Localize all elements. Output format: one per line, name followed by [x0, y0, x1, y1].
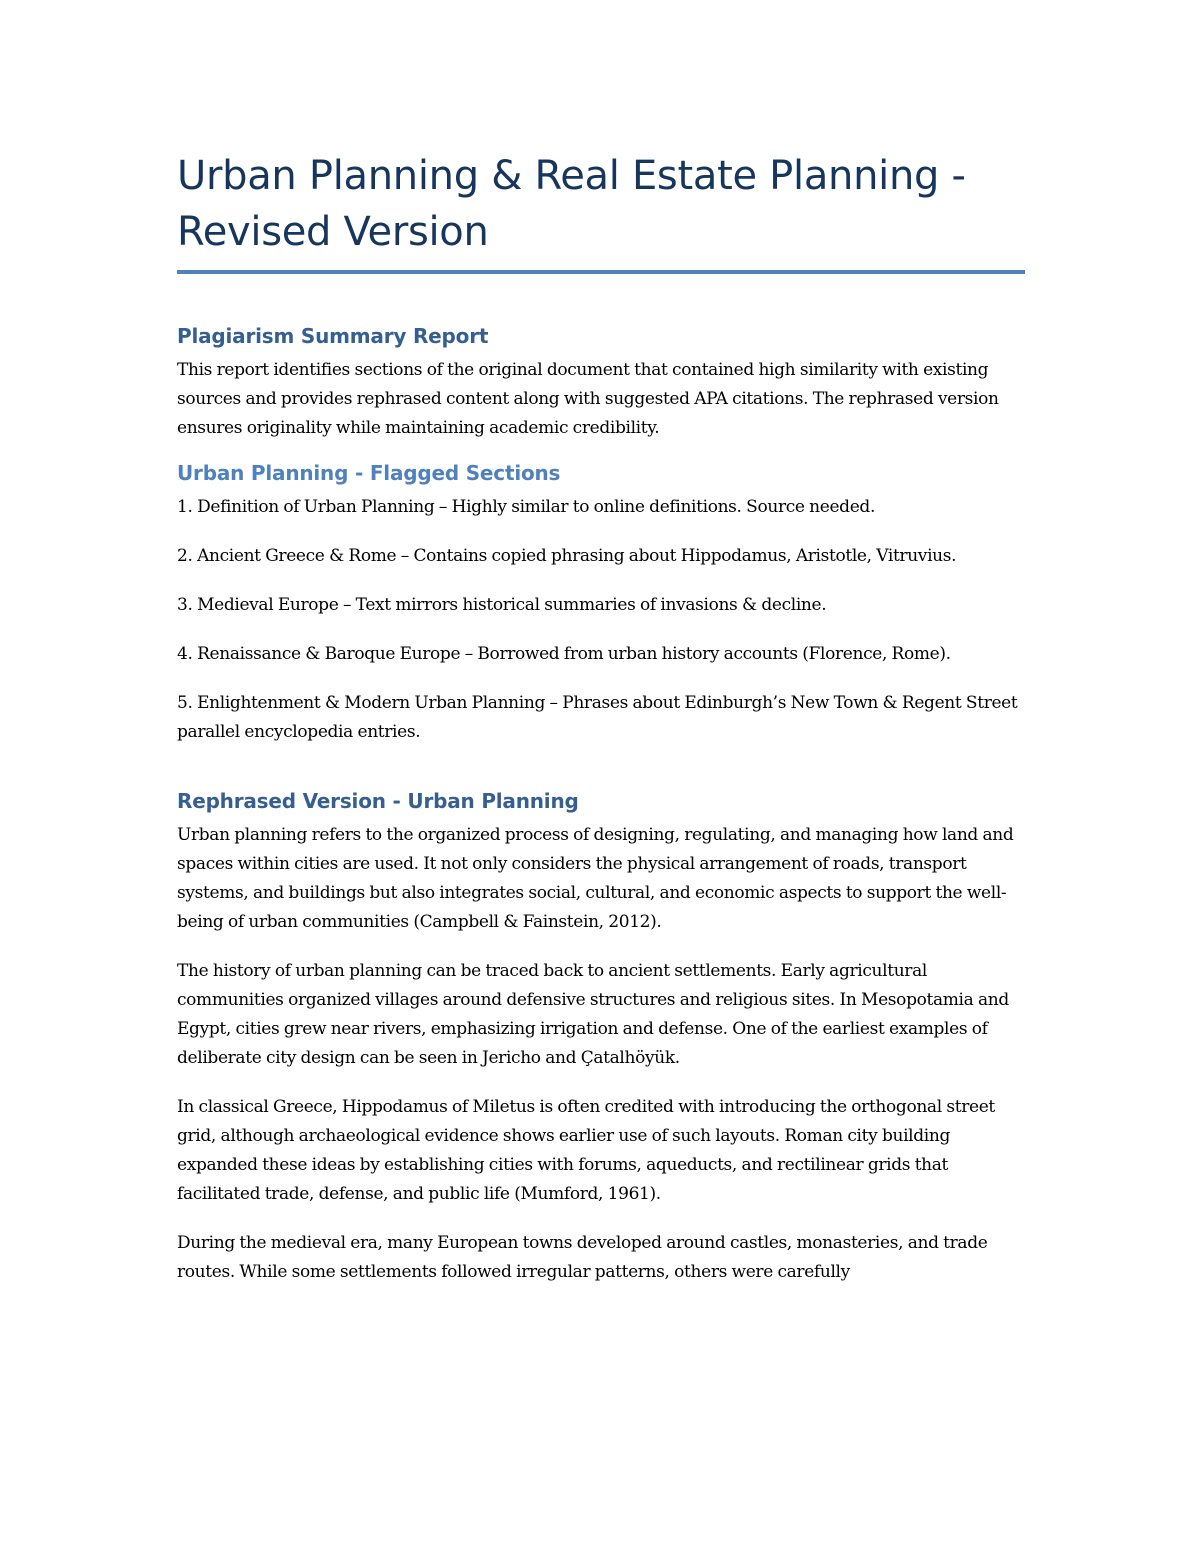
- flagged-item-4: 4. Renaissance & Baroque Europe – Borrowed from urban history accounts (Florence, Rome).: [177, 644, 951, 664]
- title-line-2: Revised Version: [177, 209, 489, 255]
- summary-paragraph: This report identifies sections of the original document that contained high similarity with existing sources and provides rephrased content along with suggested APA citations. The rephrased version ensures originality while maintaining academic credibility.: [177, 360, 999, 438]
- rephrased-heading: Rephrased Version - Urban Planning: [177, 789, 579, 813]
- rephrased-paragraph-4: During the medieval era, many European towns developed around castles, monasteries, and trade routes. While some settlements followed irregular patterns, others were carefully: [177, 1233, 988, 1282]
- rephrased-paragraph-2: The history of urban planning can be traced back to ancient settlements. Early agricultural communities organized villages around defensive structures and religious sites. In Mesopotamia and Egypt, cities grew near rivers, emphasizing irrigation and defense. One of the earliest examples of deliberate city design can be seen in Jericho and Çatalhöyük.: [177, 961, 1009, 1068]
- flagged-item-5: 5. Enlightenment & Modern Urban Planning – Phrases about Edinburgh’s New Town & Regent Street parallel encyclopedia entries.: [177, 693, 1018, 742]
- flagged-item-1: 1. Definition of Urban Planning – Highly similar to online definitions. Source needed.: [177, 497, 876, 517]
- summary-heading: Plagiarism Summary Report: [177, 324, 489, 348]
- rephrased-paragraph-1: Urban planning refers to the organized process of designing, regulating, and managing how land and spaces within cities are used. It not only considers the physical arrangement of roads, transport systems, and buildings but also integrates social, cultural, and economic aspects to support the well-being of urban communities (Campbell & Fainstein, 2012).: [177, 825, 1014, 932]
- title-line-1: Urban Planning & Real Estate Planning -: [177, 153, 966, 199]
- flagged-heading: Urban Planning - Flagged Sections: [177, 461, 561, 485]
- document-title: [177, 148, 1025, 260]
- flagged-item-3: 3. Medieval Europe – Text mirrors historical summaries of invasions & decline.: [177, 595, 827, 615]
- rephrased-paragraph-3: In classical Greece, Hippodamus of Miletus is often credited with introducing the orthogonal street grid, although archaeological evidence shows earlier use of such layouts. Roman city building expanded these ideas by establishing cities with forums, aqueducts, and rectilinear grids that facilitated trade, defense, and public life (Mumford, 1961).: [177, 1097, 995, 1204]
- flagged-item-2: 2. Ancient Greece & Rome – Contains copied phrasing about Hippodamus, Aristotle, Vitruvius.: [177, 546, 957, 566]
- document-page: [177, 148, 1025, 1287]
- title-underline: [177, 270, 1025, 274]
